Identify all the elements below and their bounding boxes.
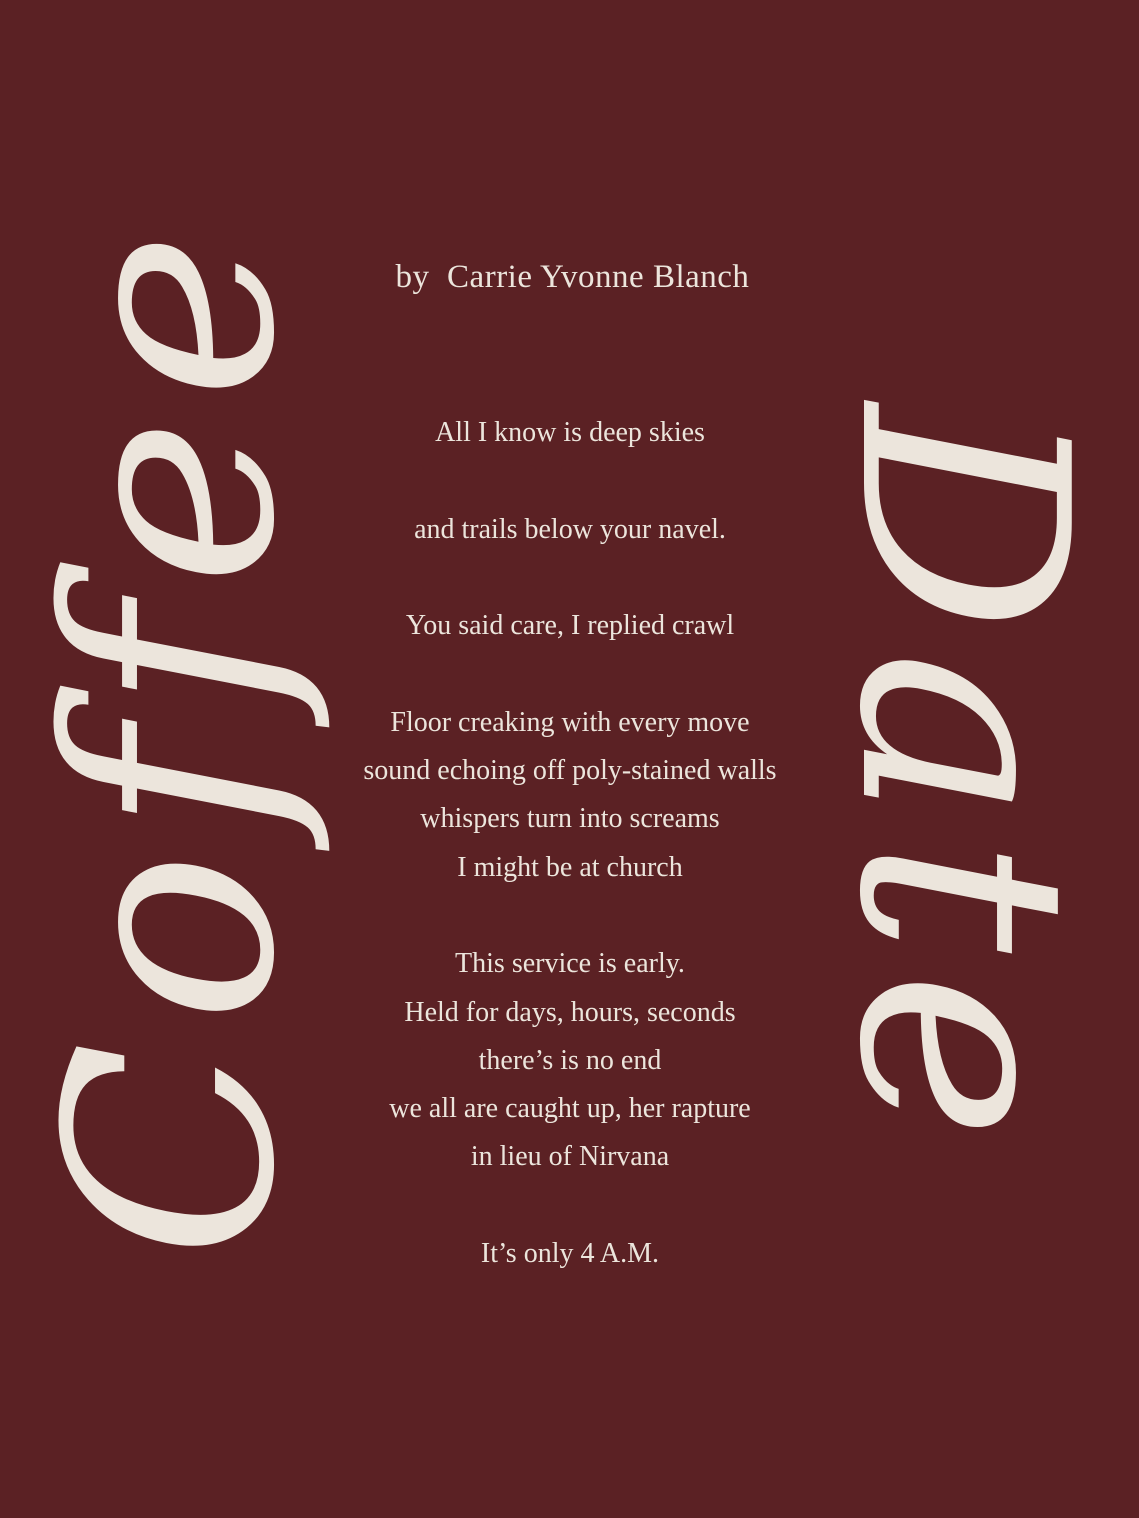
poem-stanza	[300, 940, 840, 1181]
poem	[300, 409, 840, 1327]
author-byline: by Carrie Yvonne Blanch	[395, 259, 750, 295]
poem-line: You said care, I replied crawl	[405, 610, 735, 642]
poem-line: we all are caught up, her rapture	[389, 1093, 751, 1125]
poem-line: It’s only 4 A.M.	[480, 1238, 660, 1270]
poem-stanza	[300, 506, 840, 554]
poem-line: Held for days, hours, seconds	[404, 996, 736, 1028]
poem-stanza	[300, 699, 840, 892]
poem-line: whispers turn into screams	[420, 803, 720, 835]
poem-line: Floor creaking with every move	[390, 706, 750, 738]
poem-line: All I know is deep skies	[435, 417, 705, 448]
poem-line: in lieu of Nirvana	[470, 1141, 670, 1173]
title-right: Date	[796, 404, 1129, 1158]
poem-stanza	[300, 409, 840, 457]
poem-line: I might be at church	[457, 851, 683, 883]
title-left: Coffee	[5, 213, 338, 1259]
poem-line: and trails below your navel.	[414, 513, 726, 545]
poem-line: sound echoing off poly-stained walls	[363, 755, 777, 787]
poem-line: there’s is no end	[478, 1044, 662, 1076]
poem-stanza	[300, 602, 840, 650]
poem-line: This service is early.	[455, 948, 685, 980]
poem-stanza	[300, 1230, 840, 1278]
